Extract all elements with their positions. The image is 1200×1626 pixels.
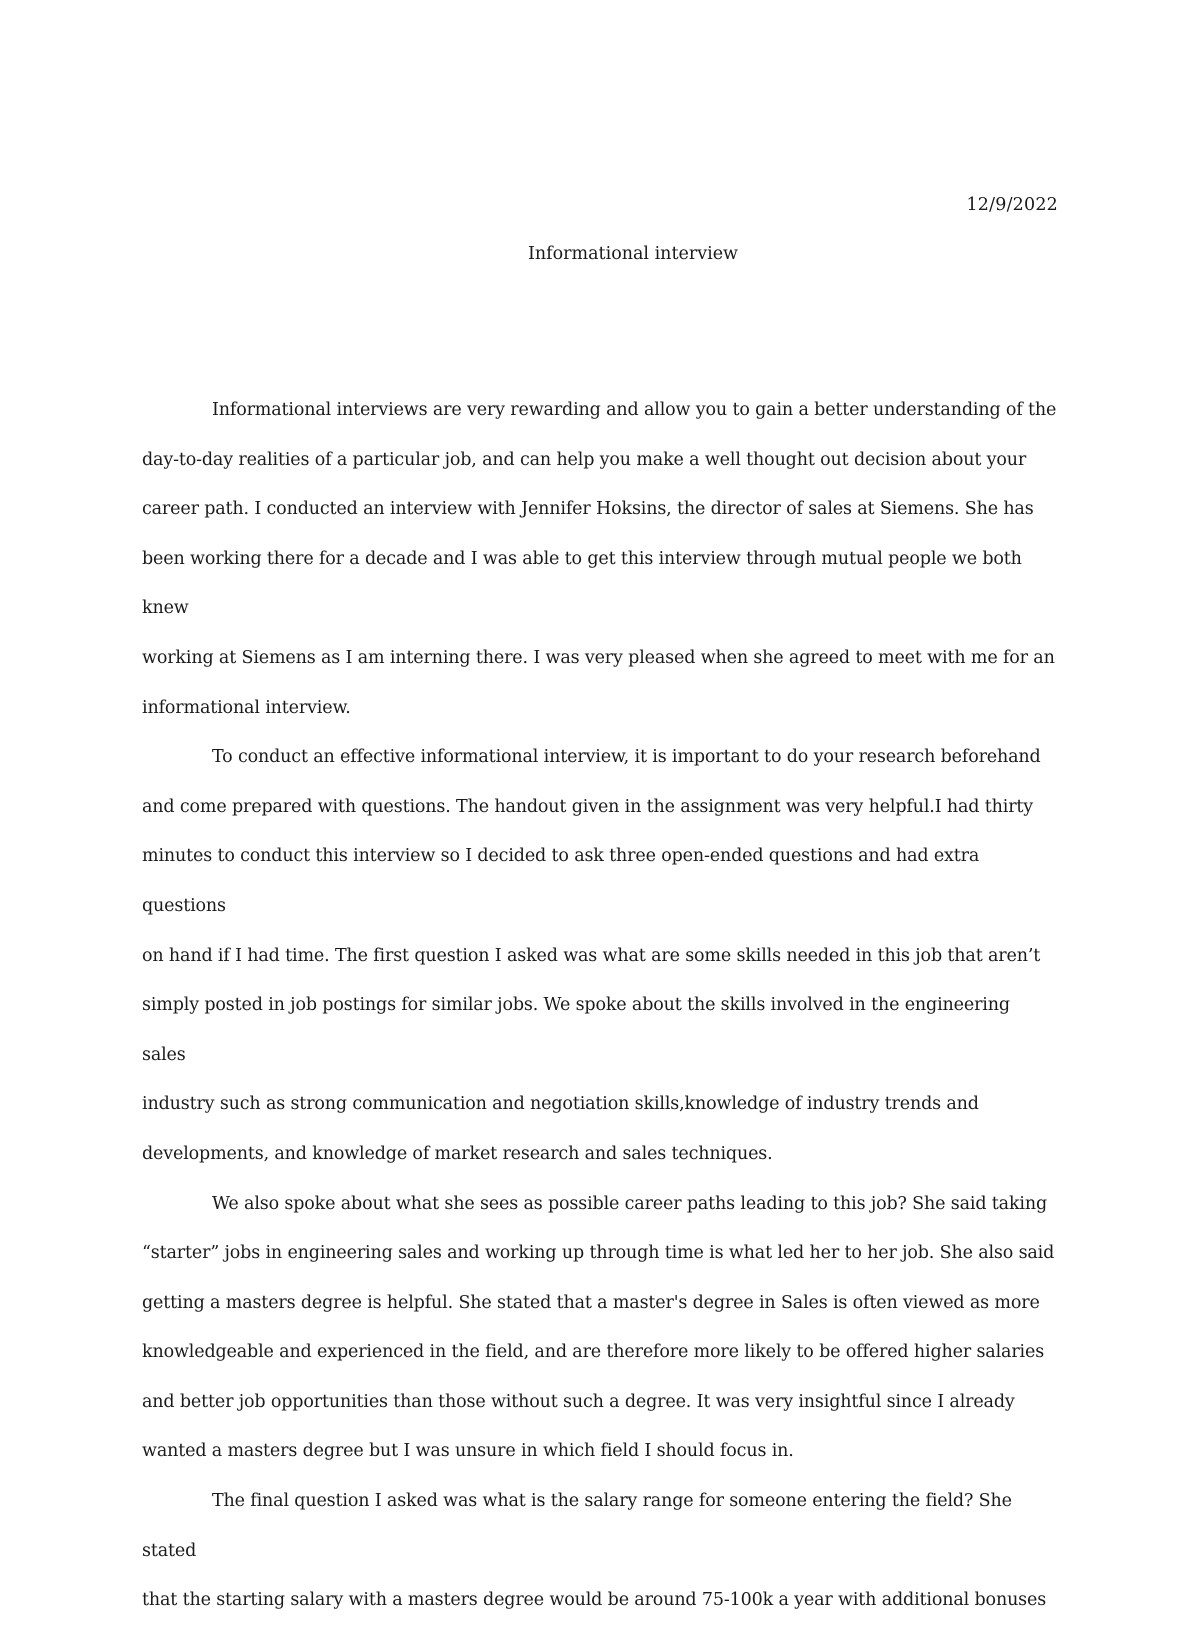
header-date: 12/9/2022 — [966, 195, 1058, 215]
paragraph-intro: Informational interviews are very rewarding and allow you to gain a better understanding of the day-to-day realities of a particular job, and can help you make a well thought out decision about your career path. I conducted an interview with Jennifer Hoksins, the director of sales at Siemens. She has been working there for a decade and I was able to get this interview through mutual people we both knew working at Siemens as I am interning there. I was very pleased when she agreed to meet with me for an informational interview. — [142, 400, 1057, 718]
document-title: Informational interview — [527, 244, 739, 264]
document-body — [142, 386, 1058, 1626]
paragraph-career-paths: We also spoke about what she sees as possible career paths leading to this job? She said taking “starter” jobs in engineering sales and working up through time is what led her to her job. She also said getting a masters degree is helpful. She stated that a master's degree in Sales is often viewed as more knowledgeable and experienced in the field, and are therefore more likely to be offered higher salaries and better job opportunities than those without such a degree. It was very insightful since I already wanted a masters degree but I was unsure in which field I should focus in. — [142, 1193, 1055, 1462]
paragraph-preparation: To conduct an effective informational interview, it is important to do your research beforehand and come prepared with questions. The handout given in the assignment was very helpful.I had thirty minutes to conduct this interview so I decided to ask three open-ended questions and had extra questions on hand if I had time. The first question I asked was what are some skills needed in this job that aren’t simply posted in job postings for similar jobs. We spoke about the skills involved in the engineering sales industry such as strong communication and negotiation skills,knowledge of industry trends and developments, and knowledge of market research and sales techniques. — [142, 747, 1041, 1164]
paragraph-salary: The final question I asked was what is the salary range for someone entering the field? She stated that the starting salary with a masters degree would be around 75-100k a year with additional bonuses — [142, 1491, 1047, 1611]
